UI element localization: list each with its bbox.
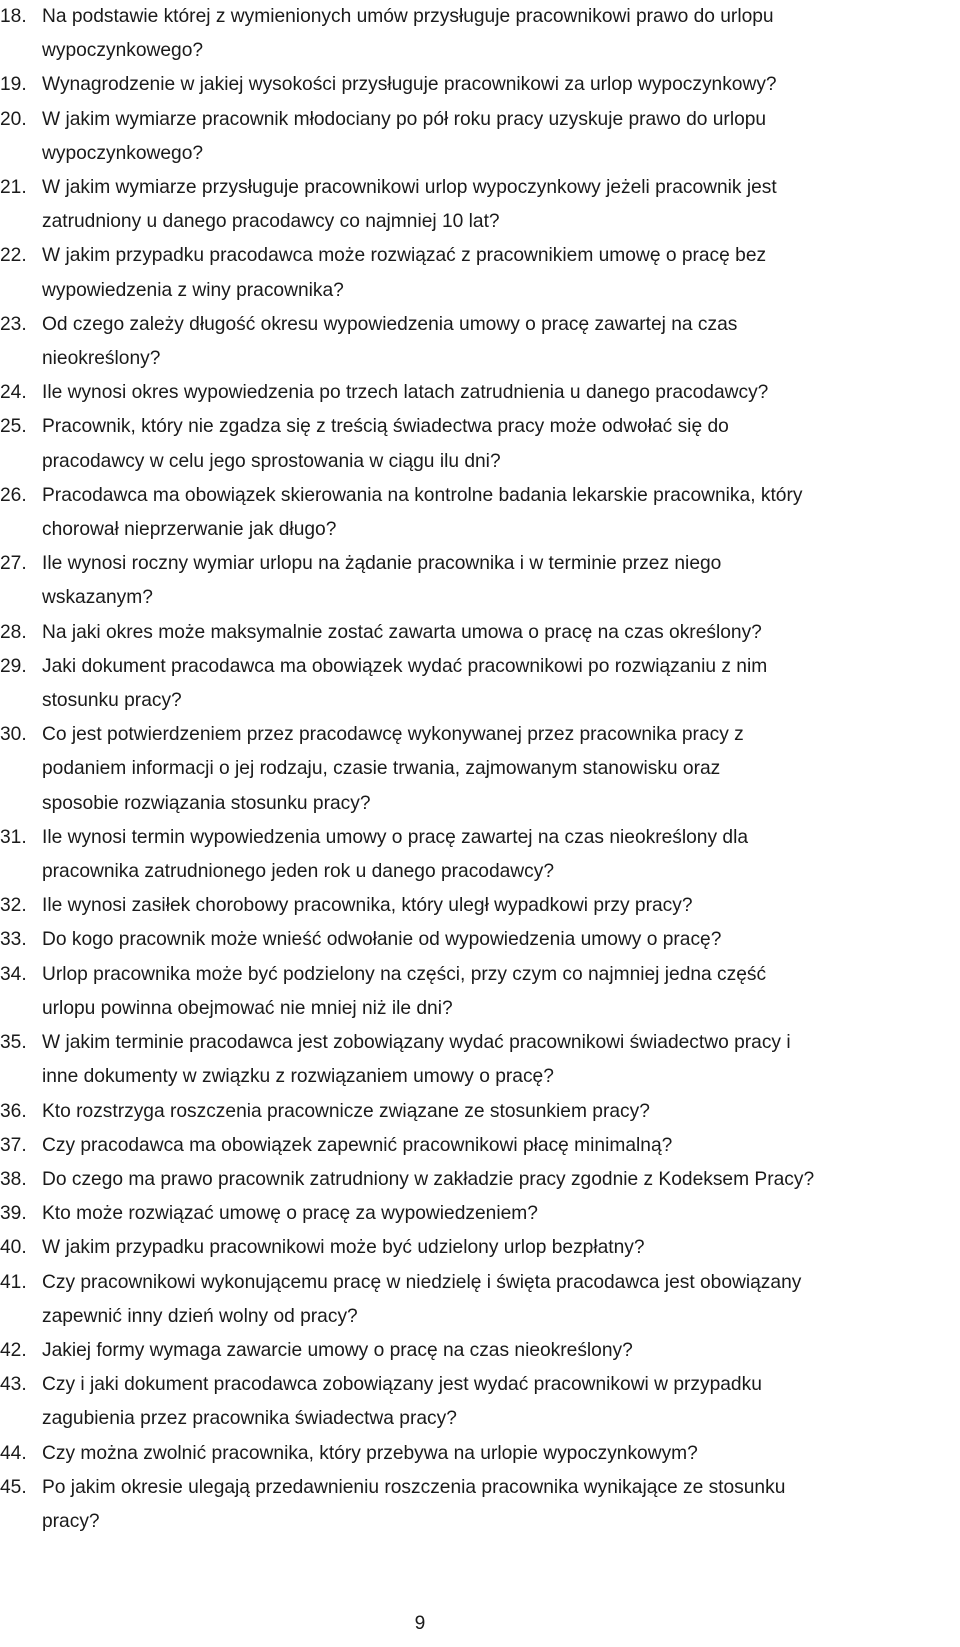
question-text-line: wypoczynkowego?: [42, 40, 204, 62]
question-text: [42, 923, 922, 957]
question-text-line: Po jakim okresie ulegają przedawnieniu roszczenia pracownika wynikające ze stosunku: [42, 1476, 786, 1498]
question-number: 31.: [0, 826, 27, 848]
question-item: [0, 1334, 960, 1368]
question-item: [0, 923, 960, 957]
question-text-line: zapewnić inny dzień wolny od pracy?: [42, 1305, 358, 1327]
question-number: 24.: [0, 382, 27, 404]
question-number: 43.: [0, 1374, 27, 1396]
question-text: [42, 0, 922, 68]
question-text: [42, 1334, 922, 1368]
question-text: [42, 376, 922, 410]
page-number: 9: [414, 1613, 426, 1634]
question-number: 41.: [0, 1271, 27, 1293]
question-text: [42, 1368, 922, 1436]
question-item: [0, 718, 960, 821]
question-number: 26.: [0, 484, 27, 506]
question-text-line: stosunku pracy?: [42, 690, 182, 712]
question-text: [42, 1231, 922, 1265]
question-item: [0, 1026, 960, 1094]
question-number: 23.: [0, 313, 27, 335]
question-text: [42, 479, 922, 547]
question-item: [0, 1471, 960, 1539]
question-text-line: Wynagrodzenie w jakiej wysokości przysługuje pracownikowi za urlop wypoczynkowy?: [42, 74, 777, 96]
question-number: 19.: [0, 74, 27, 96]
question-item: [0, 68, 960, 102]
question-text: [42, 821, 922, 889]
question-text: [42, 1163, 922, 1197]
question-item: [0, 239, 960, 307]
question-text-line: Na podstawie której z wymienionych umów przysługuje pracownikowi prawo do urlopu: [42, 6, 774, 27]
question-text: [42, 1471, 922, 1539]
question-number: 36.: [0, 1100, 27, 1122]
question-number: 28.: [0, 621, 27, 643]
question-text-line: chorował nieprzerwanie jak długo?: [42, 519, 337, 541]
question-text: [42, 410, 922, 478]
question-text-line: wypoczynkowego?: [42, 142, 204, 164]
question-item: [0, 308, 960, 376]
question-number: 27.: [0, 553, 27, 575]
question-number: 38.: [0, 1168, 27, 1190]
question-text-line: Kto może rozwiązać umowę o pracę za wypowiedzeniem?: [42, 1203, 538, 1225]
question-text-line: pracodawcy w celu jego sprostowania w ciągu ilu dni?: [42, 450, 501, 472]
question-item: [0, 376, 960, 410]
question-item: [0, 479, 960, 547]
question-item: [0, 1437, 960, 1471]
question-item: [0, 1163, 960, 1197]
question-item: [0, 958, 960, 1026]
question-text-line: Od czego zależy długość okresu wypowiedzenia umowy o pracę zawartej na czas: [42, 313, 738, 335]
question-text-line: Co jest potwierdzeniem przez pracodawcę wykonywanej przez pracownika pracy z: [42, 724, 744, 746]
question-text-line: W jakim przypadku pracodawca może rozwiązać z pracownikiem umowę o pracę bez: [42, 245, 767, 267]
question-text: [42, 889, 922, 923]
question-item: [0, 889, 960, 923]
question-text-line: wypowiedzenia z winy pracownika?: [42, 279, 344, 301]
question-text-line: Jakiej formy wymaga zawarcie umowy o pracę na czas nieokreślony?: [42, 1339, 633, 1361]
question-text-line: W jakim przypadku pracownikowi może być udzielony urlop bezpłatny?: [42, 1237, 645, 1259]
question-text: [42, 1026, 922, 1094]
question-number: 44.: [0, 1442, 27, 1464]
question-text-line: Ile wynosi roczny wymiar urlopu na żądanie pracownika i w terminie przez niego: [42, 553, 722, 575]
question-text-line: pracy?: [42, 1510, 100, 1532]
question-text-line: nieokreślony?: [42, 348, 161, 370]
question-text-line: Ile wynosi termin wypowiedzenia umowy o pracę zawartej na czas nieokreślony dla: [42, 826, 749, 848]
question-text-line: Do czego ma prawo pracownik zatrudniony w zakładzie pracy zgodnie z Kodeksem Pracy?: [42, 1168, 815, 1190]
question-text: [42, 650, 922, 718]
question-text-line: zatrudniony u danego pracodawcy co najmniej 10 lat?: [42, 211, 500, 233]
question-number: 35.: [0, 1032, 27, 1054]
question-text-line: Czy można zwolnić pracownika, który przebywa na urlopie wypoczynkowym?: [42, 1442, 698, 1464]
question-number: 30.: [0, 724, 27, 746]
question-text-line: Czy pracodawca ma obowiązek zapewnić pracownikowi płacę minimalną?: [42, 1134, 673, 1156]
question-number: 21.: [0, 177, 27, 199]
question-item: [0, 1231, 960, 1265]
question-item: [0, 0, 960, 68]
question-number: 37.: [0, 1134, 27, 1156]
question-text: [42, 1095, 922, 1129]
question-item: [0, 650, 960, 718]
question-number: 39.: [0, 1203, 27, 1225]
question-text: [42, 1129, 922, 1163]
question-text: [42, 103, 922, 171]
question-item: [0, 547, 960, 615]
question-text-line: Ile wynosi okres wypowiedzenia po trzech latach zatrudnienia u danego pracodawcy?: [42, 382, 769, 404]
question-number: 32.: [0, 895, 27, 917]
question-number: 25.: [0, 416, 27, 438]
question-text-line: Urlop pracownika może być podzielony na części, przy czym co najmniej jedna część: [42, 963, 767, 985]
question-item: [0, 616, 960, 650]
question-text-line: W jakim terminie pracodawca jest zobowiązany wydać pracownikowi świadectwo pracy i: [42, 1032, 791, 1054]
question-item: [0, 1129, 960, 1163]
question-text-line: Pracownik, który nie zgadza się z treścią świadectwa pracy może odwołać się do: [42, 416, 729, 438]
question-text-line: pracownika zatrudnionego jeden rok u danego pracodawcy?: [42, 861, 555, 883]
question-item: [0, 1197, 960, 1231]
question-text-line: sposobie rozwiązania stosunku pracy?: [42, 792, 371, 814]
question-text: [42, 308, 922, 376]
question-text: [42, 171, 922, 239]
question-text: [42, 1197, 922, 1231]
question-number: 22.: [0, 245, 27, 267]
question-number: 42.: [0, 1339, 27, 1361]
question-text-line: Czy i jaki dokument pracodawca zobowiązany jest wydać pracownikowi w przypadku: [42, 1374, 762, 1396]
question-text: [42, 616, 922, 650]
question-text-line: Jaki dokument pracodawca ma obowiązek wydać pracownikowi po rozwiązaniu z nim: [42, 655, 768, 677]
question-text-line: zagubienia przez pracownika świadectwa pracy?: [42, 1408, 457, 1430]
question-text: [42, 239, 922, 307]
question-number: 34.: [0, 963, 27, 985]
question-text: [42, 958, 922, 1026]
question-text: [42, 718, 922, 821]
question-text-line: Do kogo pracownik może wnieść odwołanie od wypowiedzenia umowy o pracę?: [42, 929, 722, 951]
question-item: [0, 410, 960, 478]
question-text-line: W jakim wymiarze pracownik młodociany po pół roku pracy uzyskuje prawo do urlopu: [42, 108, 767, 130]
question-number: 29.: [0, 655, 27, 677]
question-text-line: inne dokumenty w związku z rozwiązaniem umowy o pracę?: [42, 1066, 554, 1088]
question-number: 40.: [0, 1237, 27, 1259]
question-item: [0, 821, 960, 889]
question-number: 45.: [0, 1476, 27, 1498]
question-text: [42, 547, 922, 615]
question-text-line: Na jaki okres może maksymalnie zostać zawarta umowa o pracę na czas określony?: [42, 621, 762, 643]
question-text-line: Kto rozstrzyga roszczenia pracownicze związane ze stosunkiem pracy?: [42, 1100, 650, 1122]
question-text: [42, 1266, 922, 1334]
question-item: [0, 1095, 960, 1129]
question-text-line: urlopu powinna obejmować nie mniej niż ile dni?: [42, 997, 453, 1019]
question-item: [0, 103, 960, 171]
question-item: [0, 1266, 960, 1334]
question-number: 20.: [0, 108, 27, 130]
question-text: [42, 1437, 922, 1471]
question-number: 18.: [0, 6, 27, 27]
question-text-line: Ile wynosi zasiłek chorobowy pracownika, który uległ wypadkowi przy pracy?: [42, 895, 693, 917]
question-item: [0, 1368, 960, 1436]
question-text-line: wskazanym?: [42, 587, 153, 609]
question-text-line: podaniem informacji o jej rodzaju, czasie trwania, zajmowanym stanowisku oraz: [42, 758, 721, 780]
question-text-line: W jakim wymiarze przysługuje pracownikowi urlop wypoczynkowy jeżeli pracownik jest: [42, 177, 777, 199]
question-text-line: Pracodawca ma obowiązek skierowania na kontrolne badania lekarskie pracownika, który: [42, 484, 803, 506]
question-number: 33.: [0, 929, 27, 951]
question-item: [0, 171, 960, 239]
question-text: [42, 68, 922, 102]
question-text-line: Czy pracownikowi wykonującemu pracę w niedzielę i święta pracodawca jest obowiązany: [42, 1271, 802, 1293]
